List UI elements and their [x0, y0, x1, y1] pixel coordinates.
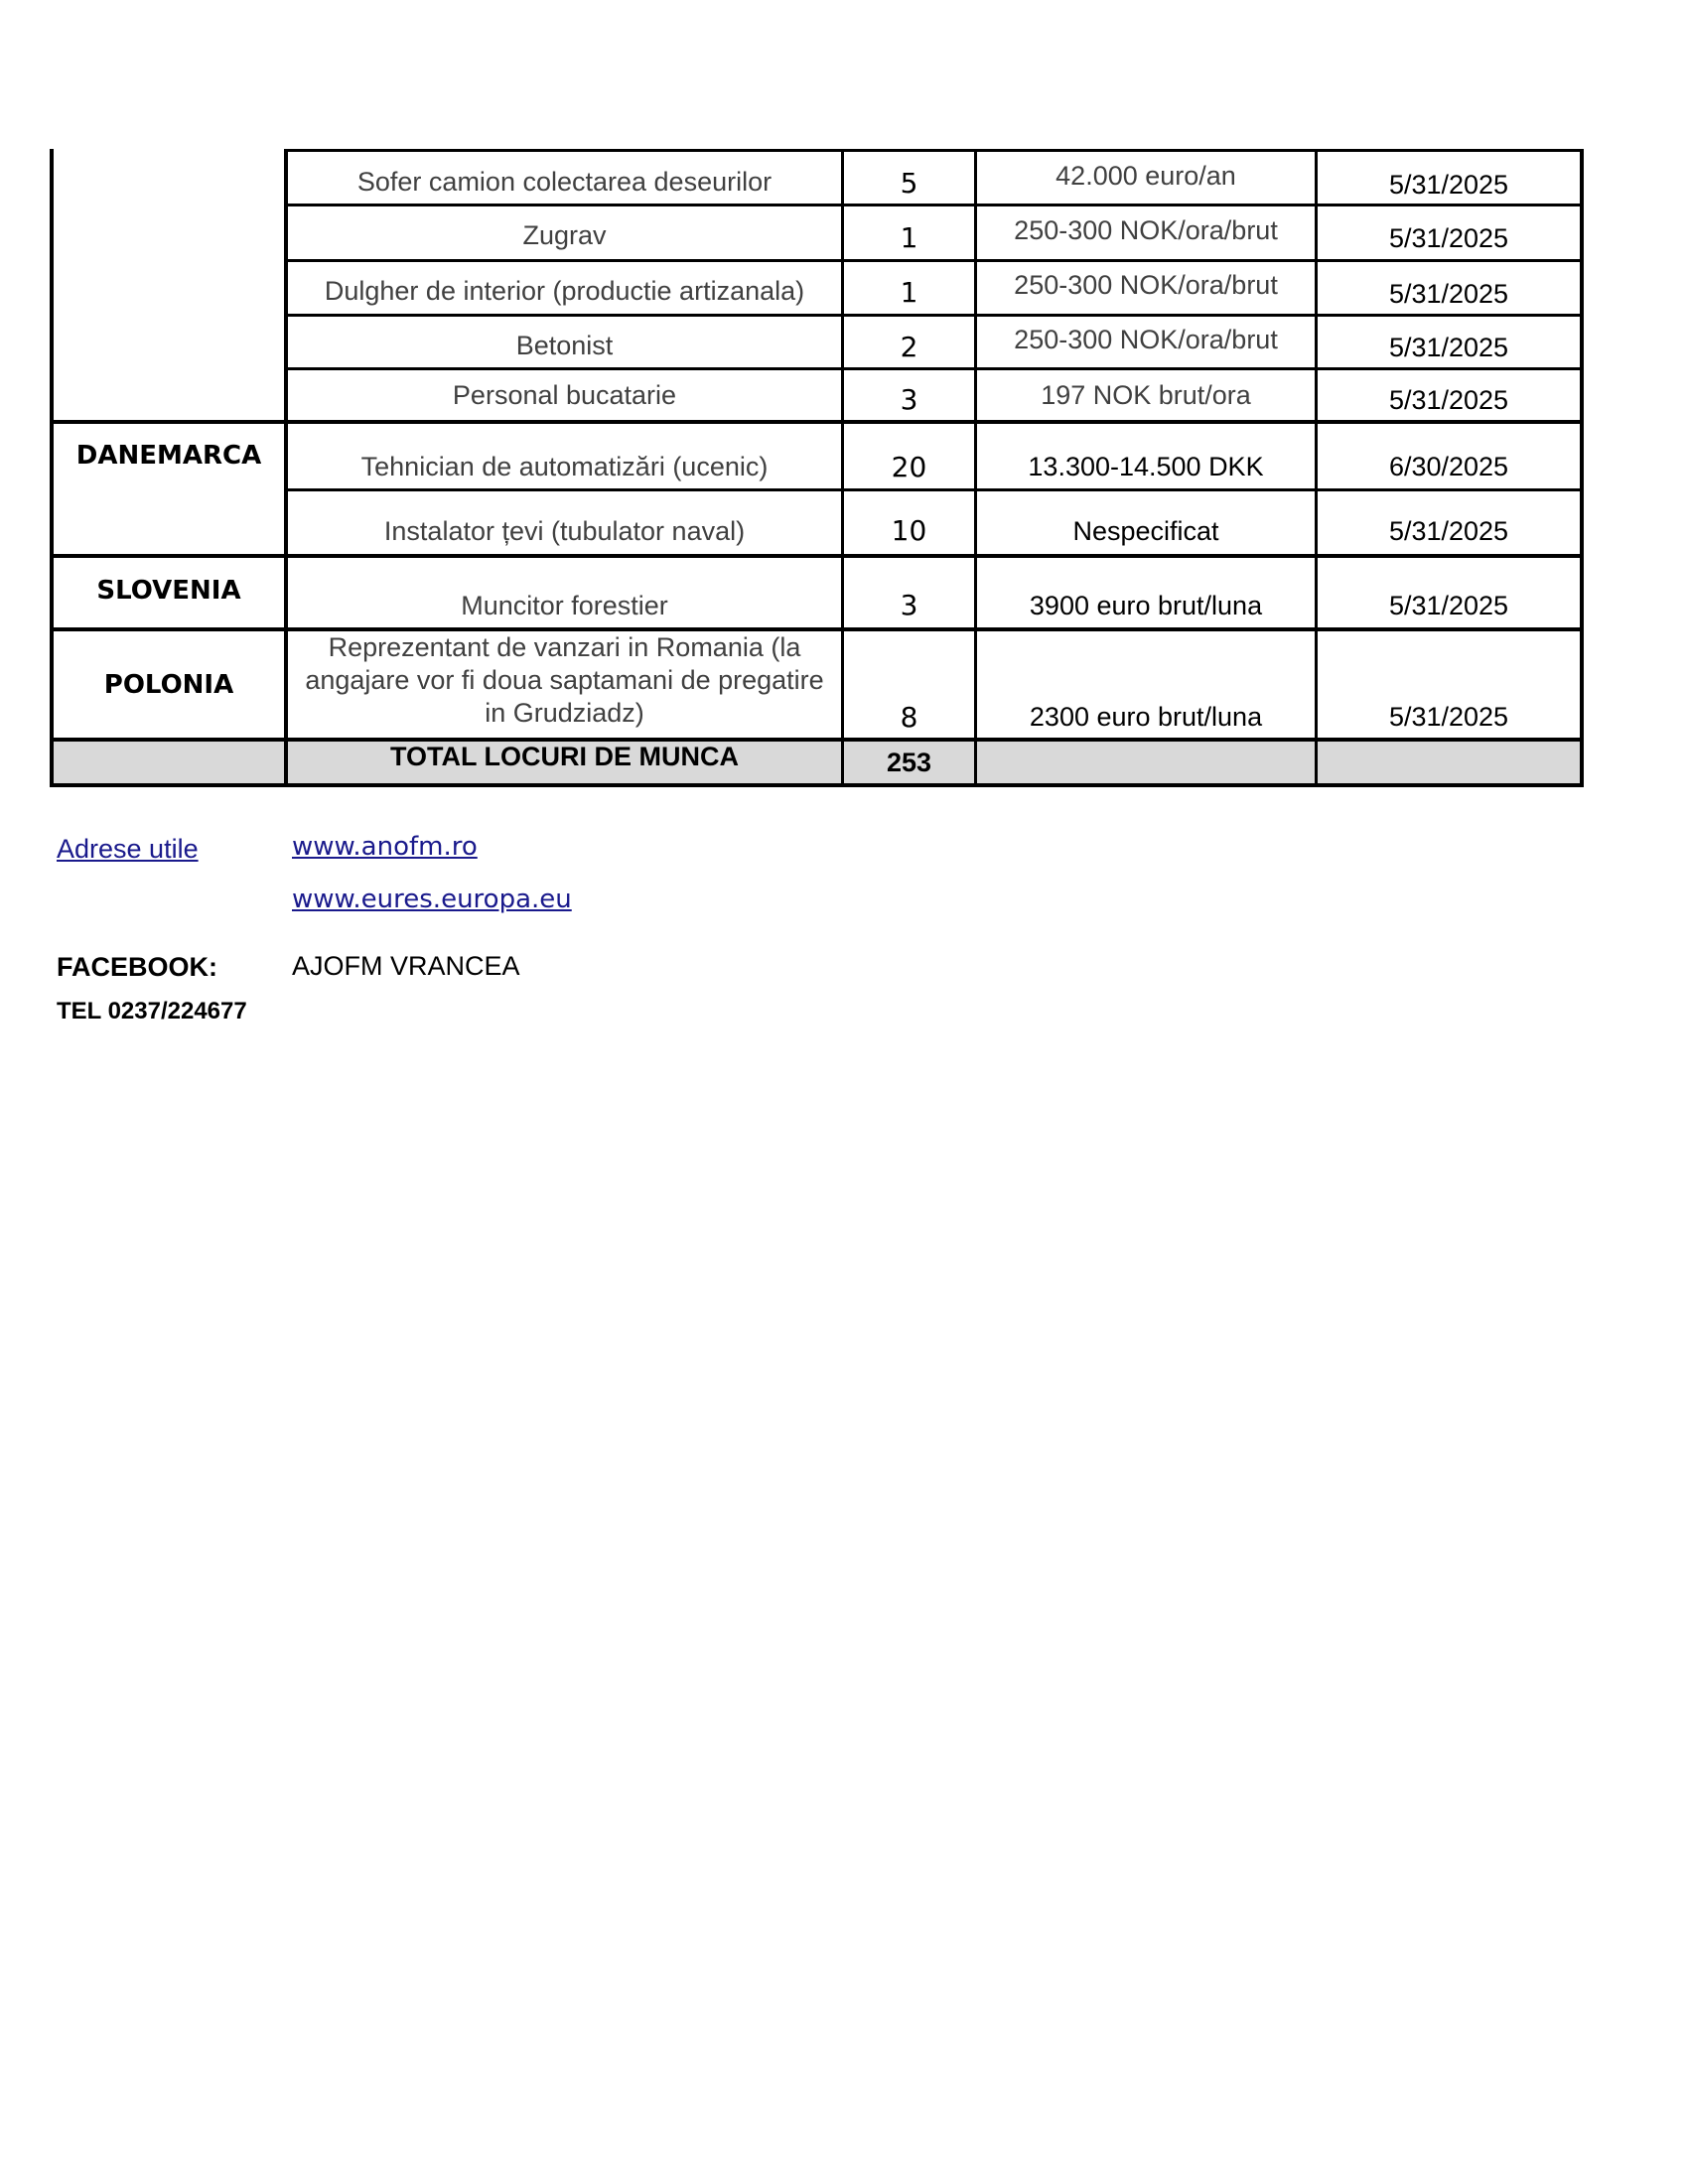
job-count: 3 — [900, 383, 918, 416]
job-salary: Nespecificat — [1072, 516, 1219, 546]
country-name: SLOVENIA — [96, 576, 241, 606]
job-salary: 197 NOK brut/ora — [1041, 380, 1251, 410]
job-count: 20 — [891, 451, 927, 483]
job-title: Sofer camion colectarea deseurilor — [356, 167, 773, 197]
job-deadline: 5/31/2025 — [1388, 279, 1509, 309]
job-count: 3 — [900, 589, 918, 621]
job-salary: 2300 euro brut/luna — [1029, 702, 1263, 732]
job-title: Reprezentant de vanzari in Romania (la angajare vor fi doua saptamani de pregatire in Grudziadz) — [305, 632, 824, 728]
job-count: 1 — [900, 276, 918, 309]
job-count: 2 — [900, 331, 918, 363]
grid-line — [50, 783, 1584, 787]
job-deadline: 5/31/2025 — [1388, 516, 1509, 546]
job-deadline: 5/31/2025 — [1388, 385, 1509, 415]
job-title: Instalator țevi (tubulator naval) — [383, 516, 746, 546]
job-salary: 250-300 NOK/ora/brut — [1014, 270, 1278, 300]
facebook-value: AJOFM VRANCEA — [292, 951, 520, 981]
job-title: Personal bucatarie — [452, 380, 677, 410]
job-deadline: 5/31/2025 — [1388, 333, 1509, 362]
grid-line — [1580, 149, 1584, 786]
job-deadline: 5/31/2025 — [1388, 702, 1509, 732]
job-title: Betonist — [515, 331, 614, 360]
job-title: Tehnician de automatizări (ucenic) — [360, 452, 769, 481]
job-count: 8 — [900, 701, 918, 734]
useful-addresses-link[interactable]: Adrese utile — [57, 834, 199, 864]
job-salary: 42.000 euro/an — [1055, 161, 1236, 191]
country-name: DANEMARCA — [75, 441, 262, 471]
job-count: 5 — [900, 167, 918, 200]
job-count: 1 — [900, 221, 918, 254]
job-deadline: 5/31/2025 — [1388, 170, 1509, 200]
facebook-label: FACEBOOK: — [57, 952, 217, 982]
job-deadline: 5/31/2025 — [1388, 591, 1509, 620]
job-salary: 3900 euro brut/luna — [1029, 591, 1263, 620]
country-name: POLONIA — [103, 670, 234, 700]
job-deadline: 5/31/2025 — [1388, 223, 1509, 253]
anofm-link[interactable]: www.anofm.ro — [292, 832, 478, 862]
phone-number: TEL 0237/224677 — [57, 998, 247, 1024]
job-title: Muncitor forestier — [461, 591, 668, 620]
eures-link[interactable]: www.eures.europa.eu — [292, 885, 572, 914]
job-title: Zugrav — [522, 220, 607, 250]
job-salary: 250-300 NOK/ora/brut — [1014, 215, 1278, 245]
job-title: Dulgher de interior (productie artizanala) — [324, 276, 805, 306]
job-deadline: 6/30/2025 — [1388, 452, 1509, 481]
total-label: TOTAL LOCURI DE MUNCA — [390, 742, 739, 771]
job-count: 10 — [891, 514, 927, 547]
job-salary: 13.300-14.500 DKK — [1028, 452, 1264, 481]
job-salary: 250-300 NOK/ora/brut — [1014, 325, 1278, 354]
total-value: 253 — [886, 748, 932, 777]
